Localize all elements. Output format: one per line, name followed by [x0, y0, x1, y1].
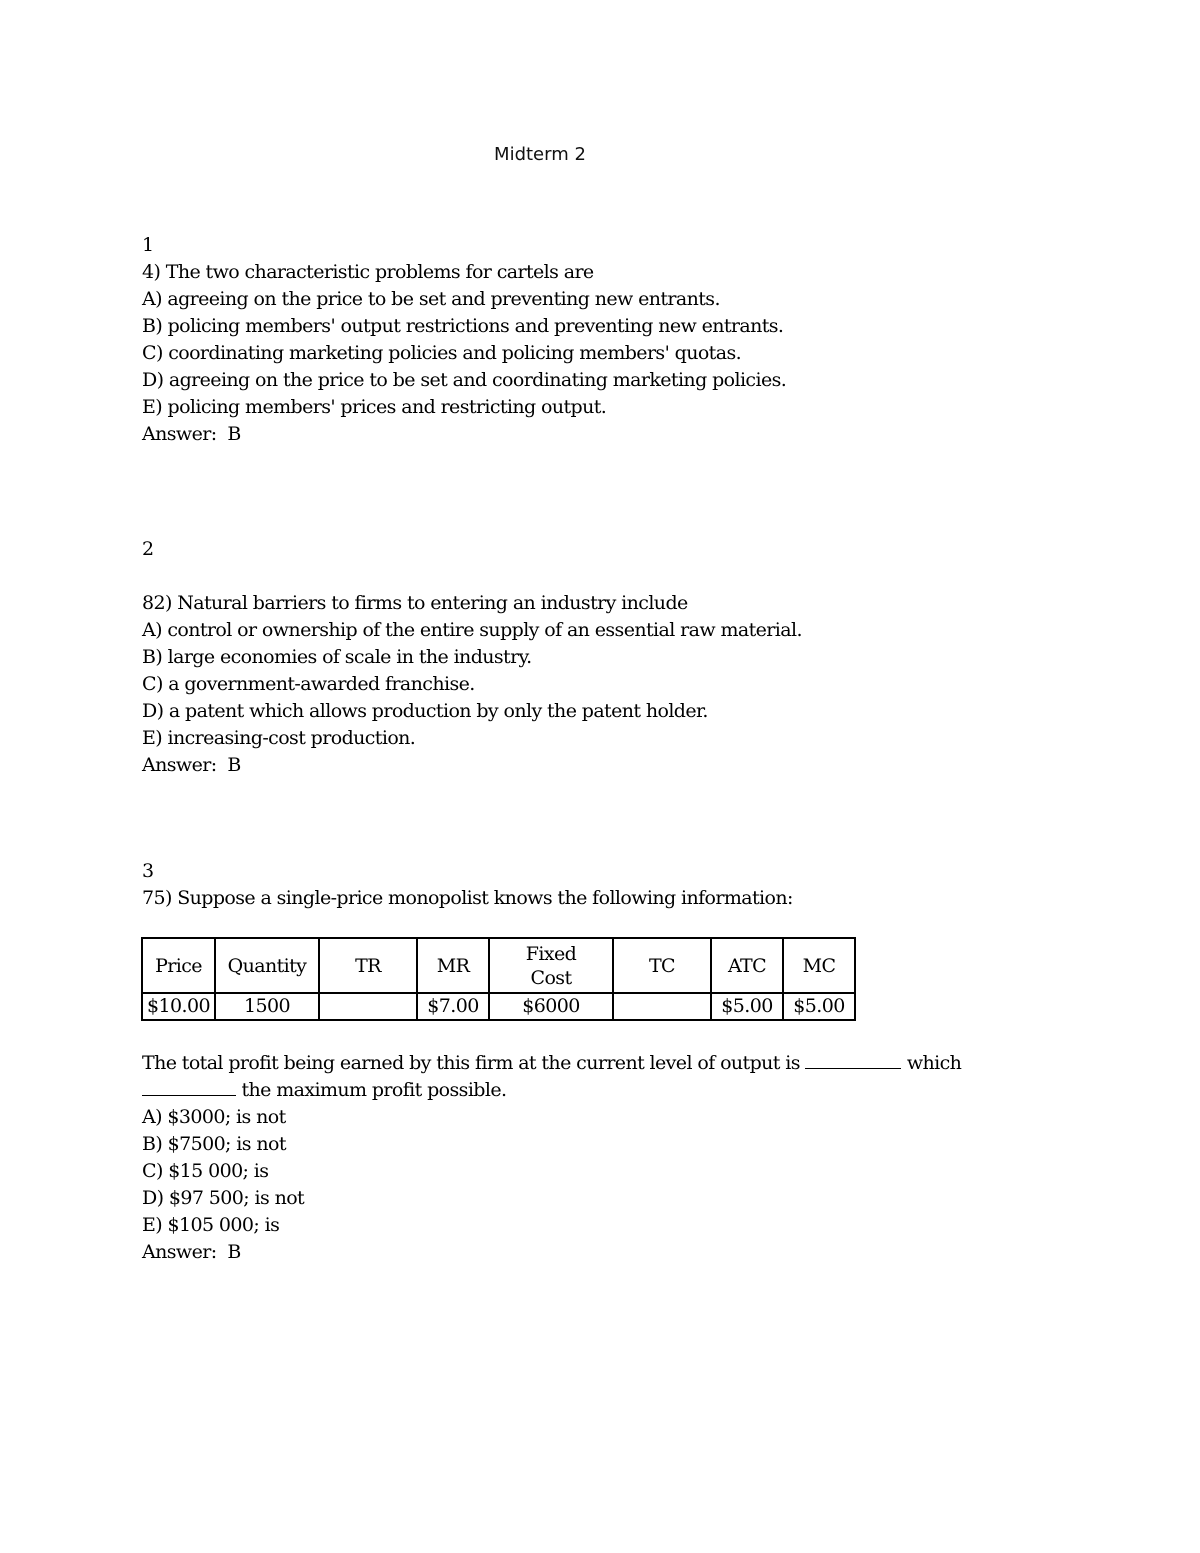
header-mr: MR — [417, 938, 489, 993]
question-1 — [142, 232, 1042, 448]
question-2 — [142, 536, 1042, 779]
option-c: C) coordinating marketing policies and policing members' quotas. — [142, 342, 742, 364]
cell-quantity: 1500 — [215, 993, 319, 1020]
option-a: A) agreeing on the price to be set and preventing new entrants. — [142, 288, 720, 310]
header-tr: TR — [319, 938, 417, 993]
prompt-text-2: which — [906, 1052, 962, 1074]
answer-blank-2 — [142, 1077, 236, 1096]
cell-mr: $7.00 — [417, 993, 489, 1020]
answer: Answer: B — [142, 423, 241, 445]
option-a: A) $3000; is not — [142, 1106, 286, 1128]
question-stem: 75) Suppose a single-price monopolist knows the following information: — [142, 887, 793, 909]
header-price: Price — [142, 938, 215, 993]
option-d: D) agreeing on the price to be set and coordinating marketing policies. — [142, 369, 787, 391]
option-e: E) policing members' prices and restricting output. — [142, 396, 607, 418]
prompt-text-3: the maximum profit possible. — [241, 1079, 507, 1101]
option-c: C) a government-awarded franchise. — [142, 673, 475, 695]
question-prompt-line-2 — [142, 1077, 1102, 1104]
question-stem: 4) The two characteristic problems for cartels are — [142, 261, 594, 283]
cell-tc — [613, 993, 711, 1020]
option-d: D) a patent which allows production by only the patent holder. — [142, 700, 708, 722]
table-header-row — [142, 938, 855, 993]
option-e: E) $105 000; is — [142, 1214, 280, 1236]
question-3 — [142, 858, 1042, 912]
cell-fixed-cost: $6000 — [489, 993, 613, 1020]
document-title: Midterm 2 — [494, 144, 586, 165]
option-b: B) large economies of scale in the industry. — [142, 646, 532, 668]
option-b: B) $7500; is not — [142, 1133, 286, 1155]
cell-price: $10.00 — [142, 993, 215, 1020]
option-e: E) increasing-cost production. — [142, 727, 416, 749]
answer-blank-1 — [805, 1050, 901, 1069]
cell-atc: $5.00 — [711, 993, 783, 1020]
question-3-body — [142, 1050, 1102, 1266]
question-number: 2 — [142, 538, 154, 560]
header-quantity: Quantity — [215, 938, 319, 993]
question-number: 3 — [142, 860, 154, 882]
prompt-text-1: The total profit being earned by this firm at the current level of output is — [142, 1052, 800, 1074]
answer: Answer: B — [142, 1241, 241, 1263]
option-d: D) $97 500; is not — [142, 1187, 305, 1209]
question-prompt-line-1 — [142, 1050, 1102, 1077]
answer: Answer: B — [142, 754, 241, 776]
cell-mc: $5.00 — [783, 993, 855, 1020]
question-number: 1 — [142, 234, 154, 256]
option-c: C) $15 000; is — [142, 1160, 269, 1182]
question-stem: 82) Natural barriers to firms to entering an industry include — [142, 592, 688, 614]
header-fixed-cost: Fixed Cost — [489, 938, 613, 993]
cell-tr — [319, 993, 417, 1020]
header-tc: TC — [613, 938, 711, 993]
table-row — [142, 993, 855, 1020]
header-mc: MC — [783, 938, 855, 993]
option-b: B) policing members' output restrictions and preventing new entrants. — [142, 315, 784, 337]
header-atc: ATC — [711, 938, 783, 993]
option-a: A) control or ownership of the entire supply of an essential raw material. — [142, 619, 802, 641]
monopolist-info-table — [141, 937, 856, 1021]
